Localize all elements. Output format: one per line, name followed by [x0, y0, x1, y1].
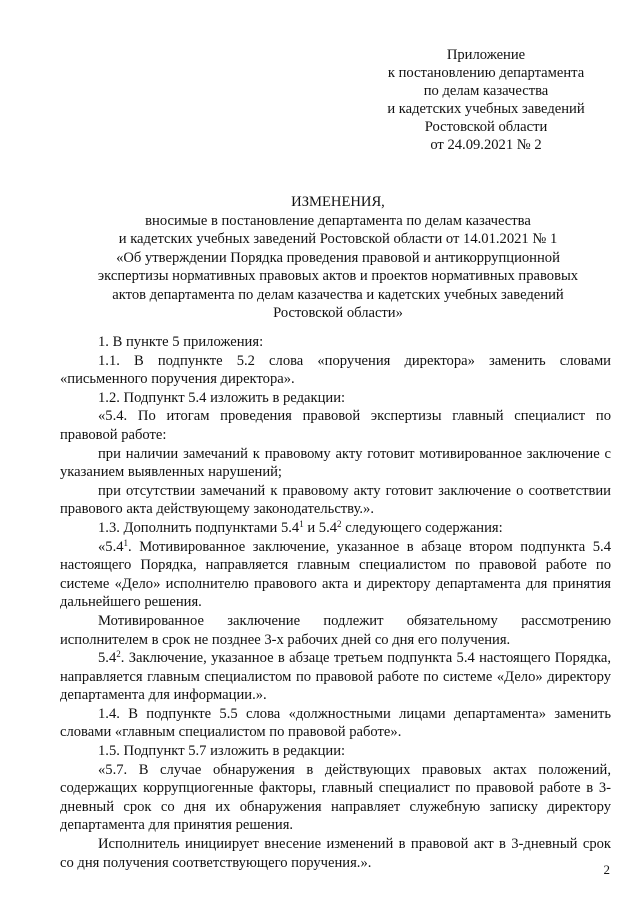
text-run: «5.4 — [98, 538, 124, 555]
heading-line: вносимые в постановление департамента по делам казачества — [145, 212, 531, 229]
superscript: 1 — [123, 537, 129, 548]
page-number: 2 — [603, 862, 610, 877]
approval-line: от 24.09.2021 № 2 — [430, 137, 542, 153]
approval-block — [368, 46, 604, 154]
heading-line: актов департамента по делам казачества и кадетских учебных заведений — [112, 286, 564, 303]
paragraph-5-7-executor: Исполнитель инициирует внесение изменений в правовой акт в 3-дневный срок со дня получения соответствующего поручения.». — [60, 836, 611, 871]
approval-line: Ростовской области — [424, 119, 548, 135]
paragraph-1-3 — [60, 519, 611, 538]
approval-line: по делам казачества — [423, 83, 549, 99]
superscript: 1 — [299, 518, 304, 529]
paragraph-5-4: «5.4. По итогам проведения правовой экспертизы главный специалист по правовой работе: — [60, 408, 611, 443]
text-run: следующего содержания: — [341, 519, 503, 536]
paragraph-5-7: «5.7. В случае обнаружения в действующих правовых актах положений, содержащих коррупциогенные факторы, главный специалист по правовой работе в 3-дневный срок со дня их обнаружения направляет служебную записку директору департамента для принятия решения. — [60, 761, 611, 834]
superscript: 2 — [116, 649, 121, 660]
paragraph-5-4-no-remarks: при отсутствии замечаний к правовому акту готовит заключение о соответствии правового акта действующему законодательству.». — [60, 482, 611, 518]
text-run: . Мотивированное заключение, указанное в абзаце втором подпункта 5.4 настоящего Порядка, направляется главным специалистом по правовой работе по системе «Дело» исполнителю правового акта и директору департамента для принятия дальнейшего решения. — [60, 538, 611, 611]
paragraph-1-4: 1.4. В подпункте 5.5 слова «должностными лицами департамента» заменить словами «главным специалистом по правовой работе». — [60, 705, 611, 741]
document-heading — [60, 193, 616, 323]
paragraph-1-5: 1.5. Подпункт 5.7 изложить в редакции: — [98, 743, 346, 760]
paragraph-1-1: 1.1. В подпункте 5.2 слова «поручения директора» заменить словами «письменного поручения директора». — [60, 352, 611, 388]
approval-line: и кадетских учебных заведений — [387, 101, 585, 117]
paragraph-1-2: 1.2. Подпункт 5.4 изложить в редакции: — [98, 389, 346, 406]
paragraph-5-4-2 — [60, 649, 611, 705]
superscript: 2 — [337, 518, 342, 529]
document-body — [60, 333, 611, 872]
paragraph-5-4-1-review: Мотивированное заключение подлежит обязательному рассмотрению исполнителем в срок не позднее 3-х рабочих дней со дня его получения. — [60, 612, 611, 648]
text-run: . Заключение, указанное в абзаце третьем подпункта 5.4 настоящего Порядка, направляется главным специалистом по правовой работе по системе «Дело» директору департамента для информации.». — [60, 650, 611, 704]
approval-line: к постановлению департамента — [387, 65, 585, 81]
paragraph-5-4-remarks: при наличии замечаний к правовому акту готовит мотивированное заключение с указанием выявленных нарушений; — [60, 445, 611, 481]
text-run: 5.4 — [98, 650, 117, 667]
paragraph-1: 1. В пункте 5 приложения: — [98, 334, 264, 350]
heading-line: экспертизы нормативных правовых актов и проектов нормативных правовых — [97, 268, 579, 284]
document-title: ИЗМЕНЕНИЯ, — [291, 194, 385, 210]
text-run: и 5.4 — [303, 519, 338, 536]
paragraph-5-4-1 — [60, 538, 611, 612]
heading-line: «Об утверждении Порядка проведения правовой и антикоррупционной — [116, 249, 560, 266]
text-run: 1.3. Дополнить подпунктами 5.4 — [98, 519, 300, 536]
heading-line: Ростовской области» — [273, 305, 403, 321]
heading-line: и кадетских учебных заведений Ростовской области от 14.01.2021 № 1 — [118, 231, 558, 247]
approval-line: Приложение — [446, 47, 526, 63]
